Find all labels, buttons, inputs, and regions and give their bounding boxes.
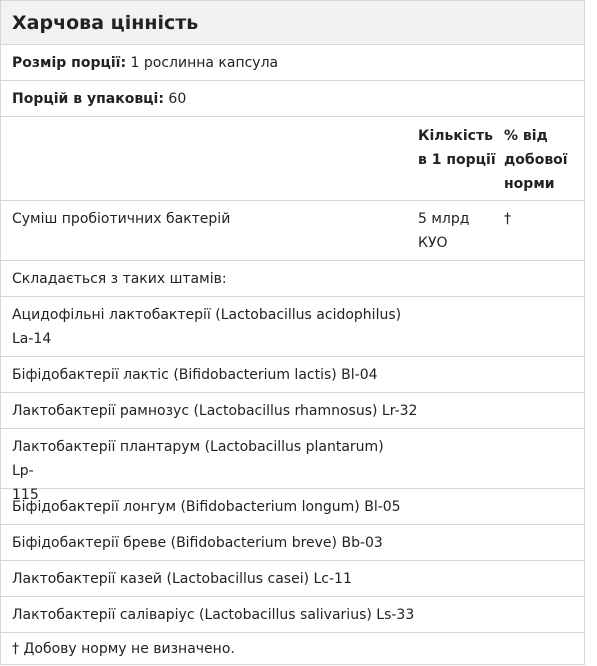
- blend-name: Суміш пробіотичних бактерій: [12, 211, 231, 227]
- servings-value: 60: [168, 91, 187, 107]
- servings-per-container-row: Порцій в упаковці: 60: [1, 81, 584, 117]
- footnote-row: [1, 633, 584, 665]
- strain-row: Лактобактерії плантарум (Lactobacillus plantarum) Lp- 115: [1, 429, 584, 489]
- probiotic-blend-row: [1, 201, 584, 261]
- column-header-row: [1, 117, 584, 201]
- footnote: † Добову норму не визначено.: [12, 641, 235, 657]
- servings-label: Порцій в упаковці: [12, 91, 159, 107]
- strain-row: Лактобактерії рамнозус (Lactobacillus rhamnosus) Lr-32: [1, 393, 584, 429]
- blend-amount: 5 млрд КУО: [418, 211, 470, 251]
- consists-of-row: [1, 261, 584, 297]
- serving-size-value: 1 рослинна капсула: [130, 55, 279, 71]
- serving-size-label: Розмір порції: [12, 55, 121, 71]
- strain-row: Лактобактерії казей (Lactobacillus casei) Lc-11: [1, 561, 584, 597]
- blend-daily-value: †: [504, 211, 511, 227]
- serving-size-row: Розмір порції: 1 рослинна капсула: [1, 45, 584, 81]
- strain-row: Лактобактерії саліваріус (Lactobacillus salivarius) Ls-33: [1, 597, 584, 633]
- consists-of-text: Складається з таких штамів:: [12, 271, 227, 287]
- strain-row: Біфідобактерії лактіс (Bifidobacterium lactis) Bl-04: [1, 357, 584, 393]
- daily-value-header: % від добової норми: [504, 128, 568, 192]
- strain-row: Біфідобактерії лонгум (Bifidobacterium longum) Bl-05: [1, 489, 584, 525]
- table-title: Харчова цінність: [1, 1, 584, 45]
- amount-header: Кількість в 1 порції: [418, 128, 496, 168]
- strain-row: Біфідобактерії бреве (Bifidobacterium breve) Bb-03: [1, 525, 584, 561]
- strain-row: Ацидофільні лактобактерії (Lactobacillus acidophilus) La-14: [1, 297, 584, 357]
